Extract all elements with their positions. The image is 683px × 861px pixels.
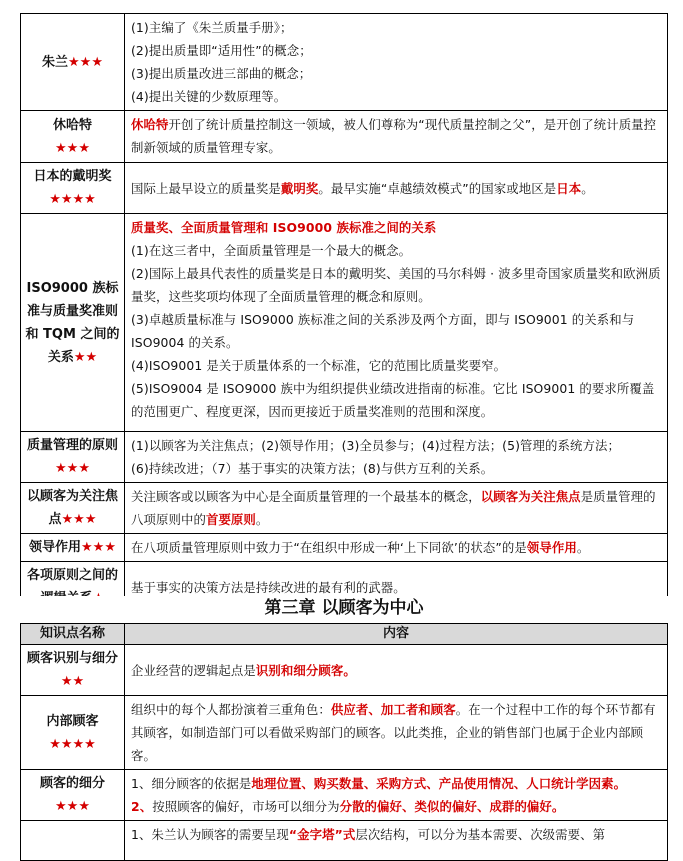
content-text: 。在一个过程中工作的每个环节都有其顾客，如制造部门可以看做采购部门的顾客。以此类推，企业的销售部门也属于企业内部顾客。 [131, 702, 656, 763]
content-line: (3)提出质量改进三部曲的概念； [131, 66, 312, 81]
knowledge-point-name: 顾客识别与细分 [26, 651, 118, 666]
knowledge-point-name: 内部顾客 [46, 713, 99, 729]
knowledge-point-cell [21, 483, 125, 534]
content-line: (5)ISO9004 是 ISO9000 族中为组织提供业绩改进指南的标准。它比 ISO9001 的要求所覆盖的范围更广、程度更深，因而更接近于质量奖准则的范围和深度。 [131, 381, 655, 419]
rating-stars: ★★★★ [49, 736, 96, 752]
rating-stars: ★★★ [55, 140, 90, 156]
table-row [21, 432, 668, 483]
content-line: (6)持续改进；（7）基于事实的决策方法；(8)与供方互利的关系。 [131, 461, 494, 476]
knowledge-point-cell [21, 696, 125, 770]
highlight-text: 戴明奖 [280, 180, 319, 196]
table-header-row [21, 624, 668, 645]
table-row [21, 163, 668, 214]
highlight-text: 休哈特 [131, 117, 169, 132]
content-text: 。最早实施“卓越绩效模式”的国家或地区是 [318, 180, 557, 196]
knowledge-point-name: 各项原则之间的 [26, 568, 118, 583]
content-text: 1、细分顾客的依据是 [131, 776, 252, 791]
customer-knowledge-table [20, 623, 668, 861]
content-text: 关注顾客或以顾客为中心是全面质量管理的一个最基本的概念， [131, 489, 481, 504]
content-text: 基于事实的决策方法是持续改进的最有利的武器。 [131, 579, 406, 595]
rating-stars: ★★★ [61, 512, 97, 527]
content-cell [125, 14, 668, 111]
table-row [21, 214, 668, 432]
knowledge-point-name: ISO9000 族标准与质量奖准则和 TQM 之间的关系 [25, 280, 120, 365]
content-line: (1)主编了《朱兰质量手册》； [131, 20, 293, 35]
table-row [21, 534, 668, 562]
content-line: (2)国际上最具代表性的质量奖是日本的戴明奖、美国的马尔科姆 · 波多里奇国家质量奖和欧洲质量奖，这些奖项均体现了全面质量管理的概念和原则。 [131, 266, 661, 304]
content-cell [125, 111, 668, 163]
knowledge-point-cell [21, 645, 125, 696]
table-row [21, 483, 668, 534]
table-row [21, 821, 668, 861]
content-cell [125, 645, 668, 696]
content-text: 国际上最早设立的质量奖是 [131, 180, 281, 196]
knowledge-point-name: 顾客的细分 [39, 776, 105, 791]
chapter-title: 第三章 以顾客为中心 [264, 598, 424, 618]
content-line: (4)ISO9001 是关于质量体系的一个标准，它的范围比质量奖要窄。 [131, 358, 507, 373]
content-text: 开创了统计质量控制这一领域，被人们尊称为“现代质量控制之父”，是开创了统计质量控制新领域的质量管理专家。 [131, 117, 657, 155]
knowledge-point-name: 质量管理的原则 [26, 438, 118, 453]
content-text: 组织中的每个人都扮演着三重角色： [131, 702, 331, 717]
table-row [21, 111, 668, 163]
header-knowledge-point: 知识点名称 [21, 624, 125, 645]
content-line: (3)卓越质量标准与 ISO9000 族标准之间的关系涉及两个方面，即与 ISO9001 的关系和与 ISO9004 的关系。 [131, 312, 635, 350]
content-text: 层次结构，可以分为基本需要、次级需要、第 [355, 827, 606, 842]
highlight-text: 识别和细分顾客。 [255, 662, 356, 678]
highlight-text: 分散的偏好、类似的偏好、成群的偏好。 [339, 799, 565, 814]
rating-stars: ★★ [73, 349, 98, 365]
header-content: 内容 [125, 624, 668, 645]
rating-stars: ★★★ [68, 54, 103, 70]
content-cell [125, 214, 668, 432]
highlight-text: 以顾客为关注焦点 [480, 489, 581, 504]
table-row [21, 770, 668, 821]
highlight-text: 首要原则 [205, 512, 256, 527]
content-cell [125, 770, 668, 821]
content-text: 是质量管理的八项原则中的 [131, 489, 656, 527]
highlight-text: 地理位置、购买数量、采购方式、产品使用情况、人口统计学因素。 [251, 776, 627, 791]
knowledge-point-cell [21, 534, 125, 562]
highlight-text: 供应者、加工者和顾客 [330, 702, 456, 717]
content-cell [125, 163, 668, 214]
content-cell [125, 696, 668, 770]
knowledge-point-name: 休哈特 [52, 117, 92, 133]
table-row [21, 645, 668, 696]
content-cell [125, 821, 668, 861]
rating-stars: ★★★ [55, 799, 90, 814]
knowledge-point-name: 日本的戴明奖 [33, 169, 112, 184]
knowledge-point-cell [21, 770, 125, 821]
knowledge-point-name: 朱兰 [42, 54, 69, 70]
content-cell [125, 432, 668, 483]
knowledge-point-name: 以顾客为关注焦点 [26, 489, 118, 527]
content-text: 1、朱兰认为顾客的需要呈现 [131, 827, 289, 842]
knowledge-point-cell [21, 214, 125, 432]
knowledge-point-cell [21, 432, 125, 483]
content-cell [125, 534, 668, 562]
knowledge-point-cell [21, 821, 125, 861]
content-text: 。 [581, 180, 594, 196]
content-text: 。 [576, 540, 590, 555]
content-text: 在八项质量管理原则中致力于“在组织中形成一种‘上下同欲’的状态”的是 [131, 540, 527, 555]
rating-stars: ★★★★ [49, 192, 96, 207]
rating-stars: ★★★ [81, 540, 116, 555]
content-text: 。 [255, 512, 269, 527]
knowledge-point-cell [21, 111, 125, 163]
quality-knowledge-table [20, 13, 668, 613]
content-line: (4)提出关键的少数原理等。 [131, 89, 287, 104]
content-line: (2)提出质量即“适用性”的概念； [131, 43, 312, 58]
table-row [21, 696, 668, 770]
highlight-text: “金字塔”式 [288, 827, 356, 842]
highlight-text: 日本 [556, 180, 582, 196]
content-line: (1)在这三者中，全面质量管理是一个最大的概念。 [131, 243, 412, 258]
highlight-text: 领导作用 [526, 540, 577, 555]
content-text: 按照顾客的偏好，市场可以细分为 [152, 799, 340, 814]
rating-stars: ★★★ [55, 461, 90, 476]
highlight-text: 2、 [131, 799, 153, 814]
content-line: (1)以顾客为关注焦点；(2)领导作用；(3)全员参与；(4)过程方法；(5)管理的系统方法； [131, 438, 620, 453]
section-heading: 质量奖、全面质量管理和 ISO9000 族标准之间的关系 [131, 220, 437, 235]
content-text: 企业经营的逻辑起点是 [131, 662, 256, 678]
knowledge-point-cell [21, 163, 125, 214]
knowledge-point-cell [21, 14, 125, 111]
content-cell [125, 483, 668, 534]
rating-stars: ★★ [60, 674, 85, 689]
table-row [21, 14, 668, 111]
knowledge-point-name: 领导作用 [29, 540, 82, 555]
